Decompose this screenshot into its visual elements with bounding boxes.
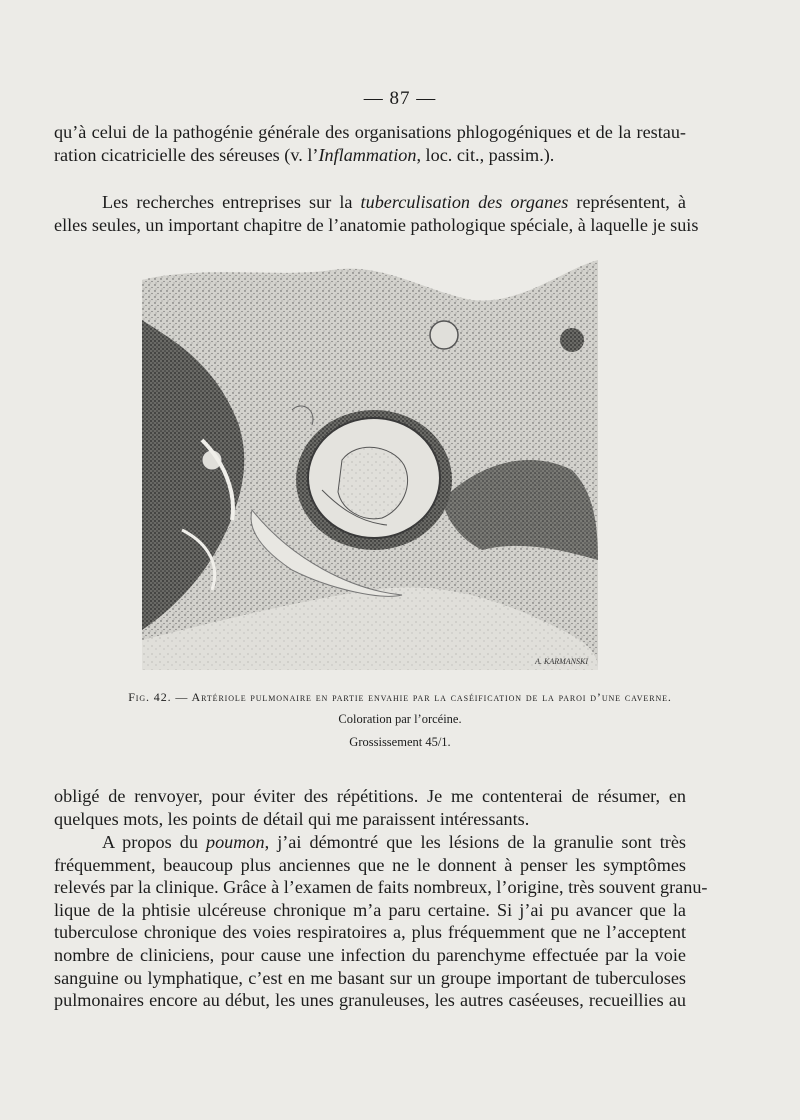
- text-line: [54, 831, 686, 854]
- artist-signature: A. KARMANSKI: [535, 657, 588, 666]
- figure-label: Fig. 42. —: [128, 690, 192, 704]
- text-line: elles seules, un important chapitre de l’anatomie pathologique spéciale, à laquelle je suis: [54, 214, 699, 235]
- paragraph-2: [54, 191, 699, 236]
- paragraph-1: [54, 121, 686, 166]
- text-line: relevés par la clinique. Grâce à l’examen de faits nombreux, l’origine, très souvent granu-: [54, 877, 708, 898]
- text-line: quelques mots, les points de détail qui me paraissent intéressants.: [54, 808, 530, 829]
- text-line: [54, 144, 686, 167]
- figure-magnification: Grossissement 45/1.: [349, 735, 451, 749]
- page-number: — 87 —: [363, 88, 437, 109]
- text-line: nombre de cliniciens, pour cause une infection du parenchyme effectuée par la voie: [54, 944, 686, 965]
- italic-run: tuberculisation des organes: [360, 192, 569, 212]
- figure-title: Artériole pulmonaire en partie envahie par la caséification de la paroi d’une caverne.: [191, 690, 672, 704]
- text-run: A propos du: [102, 832, 206, 852]
- figure-caption: [100, 690, 700, 705]
- italic-run: Inflammation: [318, 144, 417, 165]
- text-run: , loc. cit., passim.).: [416, 144, 555, 165]
- text-line: sanguine ou lymphatique, c’est en me basant sur un groupe important de tuberculoses: [54, 967, 686, 988]
- text-line: lique de la phtisie ulcéreuse chronique m’a paru certaine. Si j’ai pu avancer que la: [54, 899, 686, 920]
- paragraph-3: [54, 785, 686, 830]
- text-line: fréquemment, beaucoup plus anciennes que ne le donnent à penser les symptômes: [54, 854, 686, 875]
- text-line: obligé de renvoyer, pour éviter des répétitions. Je me contenterai de résumer, en: [54, 786, 686, 806]
- text-line: tuberculose chronique des voies respiratoires a, plus fréquemment que ne l’acceptent: [54, 922, 686, 943]
- text-line: pulmonaires encore au début, les unes granuleuses, les autres caséeuses, recueillies au: [54, 990, 686, 1011]
- histology-illustration: [142, 260, 598, 670]
- text-line: qu’à celui de la pathogénie générale des organisations phlogogéniques et de la restau-: [54, 122, 686, 142]
- paragraph-4: [54, 831, 708, 1012]
- text-run: , j’ai démontré que les lésions de la granulie sont très: [264, 832, 686, 852]
- histology-figure: [142, 260, 598, 670]
- italic-run: poumon: [205, 832, 265, 852]
- text-run: Les recherches entreprises sur la: [102, 192, 361, 212]
- text-line: [54, 191, 686, 214]
- text-run: représentent, à: [568, 192, 686, 212]
- text-run: ration cicatricielle des séreuses (v. l’: [54, 144, 319, 165]
- figure-stain: Coloration par l’orcéine.: [338, 712, 462, 726]
